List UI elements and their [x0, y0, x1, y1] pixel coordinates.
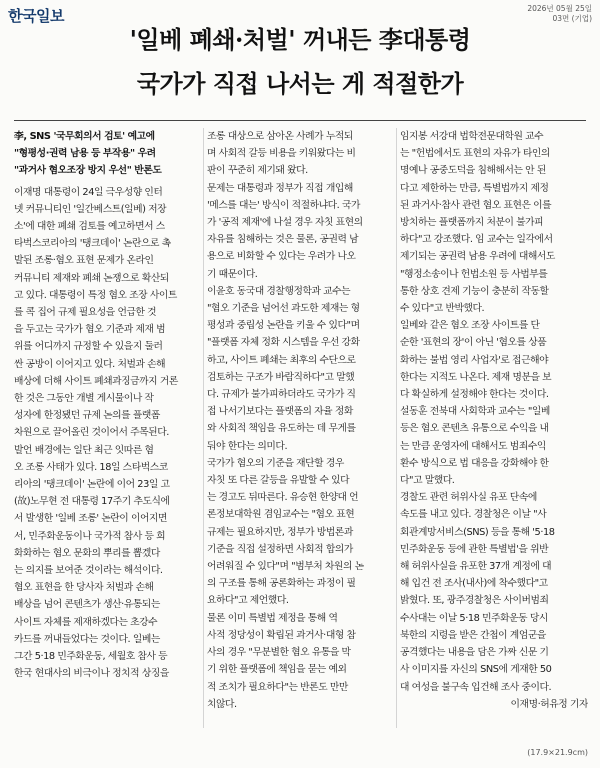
article-line: 카드를 꺼내들었다는 것이다. 일베는 — [14, 633, 160, 645]
article-line: 등은 혐오 콘텐츠 유통으로 수익을 내 — [400, 423, 549, 435]
article-line: 통한 상호 견제 기능이 충분히 작동할 — [400, 285, 549, 297]
article-line: 성자에 한정됐던 규제 논의를 플랫폼 — [14, 410, 160, 422]
article-line: 사 이미지를 자신의 SNS에 게재한 50 — [400, 664, 552, 676]
article-line: 어려워질 수 있다"며 "범부처 차원의 논 — [207, 561, 364, 573]
article-line: 북한의 지령을 받은 간첩이 계엄군을 — [400, 629, 546, 641]
article-column-3 — [400, 128, 588, 713]
article-line: 그간 5·18 민주화운동, 세월호 참사 등 — [14, 651, 168, 663]
article-line: 혐오 표현을 한 당사자 처벌과 손해 — [14, 582, 154, 594]
article-line: 검토하는 구조가 바람직하다"고 말했 — [207, 371, 355, 383]
article-line: 넷 커뮤니티인 '일간베스트(일베) 저장 — [14, 203, 167, 215]
article-line: 소'에 대한 폐쇄 검토를 예고하면서 스 — [14, 221, 165, 233]
article-line: 는 만큼 운영자에 대해서도 범죄수익 — [400, 440, 546, 452]
article-line: 문제는 대통령과 정부가 직접 개입해 — [207, 182, 353, 194]
article-line: 물론 이미 특별법 제정을 통해 역 — [207, 612, 338, 624]
article-line: 둬야 한다는 의미다. — [207, 440, 288, 452]
article-line: 하다"고 강조했다. 임 교수는 일각에서 — [400, 234, 553, 246]
article-line: 용으로 비화할 수 있다는 우려가 나오 — [207, 251, 356, 263]
article-line: 가 '공적 제재'에 나설 경우 자칫 표현의 — [207, 217, 363, 229]
article-line: 기 때문이다. — [207, 268, 258, 280]
issue-info — [527, 4, 592, 24]
headline-line-2: 국가가 직접 나서는 게 적절한가 — [136, 69, 464, 98]
article-line: 이재명 대통령이 24일 극우성향 인터 — [14, 186, 163, 198]
article-line: 일베와 같은 혐오 조장 사이트를 단 — [400, 320, 540, 332]
subheadline-line: "형평성·권력 남용 등 부작용" 우려 — [14, 148, 156, 160]
article-line: (故)노무현 전 대통령 17주기 추도식에 — [14, 496, 170, 508]
article-line: 해 허위사실을 유포한 37개 계정에 대 — [400, 561, 552, 573]
article-line: 다 확실하게 설정해야 한다는 것이다. — [400, 389, 549, 401]
article-line: 화화하는 혐오 문화의 뿌리를 뽑겠다 — [14, 547, 160, 559]
article-line: 는 "헌법에서도 표현의 자유가 타인의 — [400, 148, 550, 160]
issue-date: 2026년 05월 25일 — [527, 4, 592, 13]
article-column-2 — [207, 128, 393, 713]
article-line: 발된 조롱·혐오 표현 문제가 온라인 — [14, 255, 154, 267]
article-line: 배상에 더해 사이트 폐쇄과징금까지 거론 — [14, 375, 178, 387]
article-line: 해 입건 전 조사(내사)에 착수했다"고 — [400, 578, 548, 590]
article-line: 타벅스코리아의 '탱크데이' 논란으로 촉 — [14, 238, 171, 250]
article-size-note: (17.9×21.9cm) — [527, 748, 588, 757]
article-line: '메스를 대는' 방식이 적절하냐다. 국가 — [207, 199, 361, 211]
article-line: 자칫 또 다른 갈등을 유발할 수 있다 — [207, 475, 350, 487]
article-line: 서 발생한 '일베 조롱' 논란이 이어지면 — [14, 513, 168, 525]
article-line: 오 조롱 사태가 있다. 18일 스타벅스코 — [14, 461, 168, 473]
article-line: 다"고 말했다. — [400, 475, 455, 487]
article-line: 기 위한 플랫폼에 책임을 묻는 예외 — [207, 664, 347, 676]
byline: 이재명·허유정 기자 — [510, 698, 588, 710]
article-line: 발언 배경에는 일단 최근 잇따른 혐 — [14, 444, 154, 456]
article-line: 순한 '표현의 장'이 아닌 '혐오를 상품 — [400, 337, 547, 349]
article-line: 적 조치가 필요하다"는 반론도 만만 — [207, 681, 348, 693]
article-line: 조롱 대상으로 삼아온 사례가 누적되 — [207, 131, 353, 142]
article-line: 한국 현대사의 비극이나 정치적 상징을 — [14, 668, 169, 680]
article-line: 민주화운동 등에 관한 특별법'을 위반 — [400, 543, 549, 555]
article-line: 는 경고도 뒤따른다. 유승현 한양대 언 — [207, 492, 359, 504]
article-line: 규제는 필요하지만, 정부가 방법론과 — [207, 526, 353, 538]
article-line: 론정보대학원 겸임교수는 "혐오 표현 — [207, 509, 355, 521]
article-line: 한다는 지적도 나온다. 제재 명분을 보 — [400, 371, 552, 383]
article-line: 의 구조를 통해 공론화하는 과정이 필 — [207, 578, 356, 590]
article-line: 접 나서기보다는 플랫폼의 자율 정화 — [207, 406, 353, 418]
article-line: 된 과거사·참사 관련 혐오 표현은 이를 — [400, 199, 552, 211]
article-column-1 — [14, 128, 200, 683]
article-line: 차원으로 끌어올린 것이어서 주목된다. — [14, 427, 169, 439]
article-line: 밝혔다. 또, 광주경찰청은 사이버범죄 — [400, 595, 549, 607]
article-line: 한 것은 그동안 개별 게시물이나 작 — [14, 393, 154, 405]
page-number: 03면 (기업) — [552, 14, 592, 23]
article-line: 을 두고는 국가가 혐오 기준과 제재 범 — [14, 324, 166, 336]
article-line: 리아의 '탱크데이' 논란에 이어 23일 고 — [14, 479, 170, 491]
article-line: 대 여성을 불구속 입건해 조사 중이다. — [400, 681, 552, 693]
article-line: 커뮤니티 제재와 폐쇄 논쟁으로 확산되 — [14, 272, 169, 284]
article-line: 사이트 자체를 제재하겠다는 초강수 — [14, 616, 158, 628]
article-line: 명예나 공중도덕을 침해해서는 안 된 — [400, 165, 546, 177]
article-line: 수 있다"고 반박했다. — [400, 303, 485, 315]
article-line: 다. 규제가 불가피하더라도 국가가 직 — [207, 389, 356, 401]
article-line: 환수 방식으로 법 대응을 강화해야 한 — [400, 457, 549, 469]
headline-divider — [14, 120, 586, 121]
article-line: "혐오 기준을 넘어선 과도한 제재는 형 — [207, 303, 360, 315]
subheadline-line: 李, SNS '국무회의서 검토' 예고에 — [14, 131, 155, 142]
article-line: 는 의지를 보여준 것이라는 해석이다. — [14, 565, 163, 577]
article-line: 임지봉 서강대 법학전문대학원 교수 — [400, 131, 544, 142]
article-line: 공격했다는 내용을 담은 가짜 신문 기 — [400, 647, 549, 659]
article-line: 싼 공방이 이어지고 있다. 처벌과 손해 — [14, 358, 166, 370]
article-line: 위를 어디까지 규정할 수 있을지 둘러 — [14, 341, 163, 353]
article-line: 화하는 불법 영리 사업자'로 접근해야 — [400, 354, 549, 366]
article-line: 수사대는 이날 5·18 민주화운동 당시 — [400, 612, 548, 624]
article-line: 경찰도 관련 허위사실 유포 단속에 — [400, 492, 537, 504]
article-line: 요하다"고 제언했다. — [207, 595, 289, 607]
article-line: 자유를 침해하는 것은 물론, 공권력 남 — [207, 234, 359, 246]
article-line: 서, 민주화운동이나 국가적 참사 등 희 — [14, 530, 166, 542]
article-line: 고 있다. 대통령이 특정 혐오 조장 사이트 — [14, 289, 177, 301]
article-line: 배상을 넘어 콘텐츠가 생산·유통되는 — [14, 599, 160, 611]
column-separator — [396, 128, 397, 728]
article-line: 제기되는 공권력 남용 우려에 대해서도 — [400, 251, 555, 263]
article-line: 평성과 중립성 논란을 키울 수 있다"며 — [207, 320, 360, 332]
article-line: 판이 꾸준히 제기돼 왔다. — [207, 165, 308, 177]
article-line: 속도를 내고 있다. 경찰청은 이날 "사 — [400, 509, 547, 521]
article-line: "플랫폼 자체 정화 시스템을 우선 강화 — [207, 337, 360, 349]
article-line: 사의 경우 "무분별한 혐오 유통을 막 — [207, 647, 351, 659]
column-separator — [203, 128, 204, 728]
article-line: 방치하는 플랫폼까지 처분이 불가피 — [400, 217, 544, 229]
article-line: 국가가 혐오의 기준을 재단할 경우 — [207, 457, 344, 469]
article-line: 하고, 사이트 폐쇄는 최후의 수단으로 — [207, 354, 356, 366]
headline-line-1: '일베 폐쇄·처벌' 꺼내든 李대통령 — [129, 25, 471, 54]
article-line: 다고 제한하는 만큼, 특별법까지 제정 — [400, 182, 549, 194]
article-line: 치않다. — [207, 698, 237, 710]
article-line: 회관계망서비스(SNS) 등을 통해 '5·18 — [400, 526, 555, 538]
article-line: 를 콕 집어 규제 필요성을 언급한 것 — [14, 307, 157, 319]
article-line: 이윤호 동국대 경찰행정학과 교수는 — [207, 285, 351, 297]
article-line: 와 사회적 책임을 유도하는 데 무게를 — [207, 423, 356, 435]
article-line: 며 사회적 갈등 비용을 키워왔다는 비 — [207, 148, 356, 160]
subheadline-line: "과거사 혐오조장 방지 우선" 반론도 — [14, 165, 162, 177]
article-line: "행정소송이나 헌법소원 등 사법부를 — [400, 268, 548, 280]
article-line: 기준을 직접 설정하면 사회적 합의가 — [207, 543, 353, 555]
article-line: 사적 정당성이 확립된 과거사·대형 참 — [207, 629, 356, 641]
article-line: 설동훈 전북대 사회학과 교수는 "일베 — [400, 406, 550, 418]
newspaper-logo: 한국일보 — [8, 7, 64, 25]
